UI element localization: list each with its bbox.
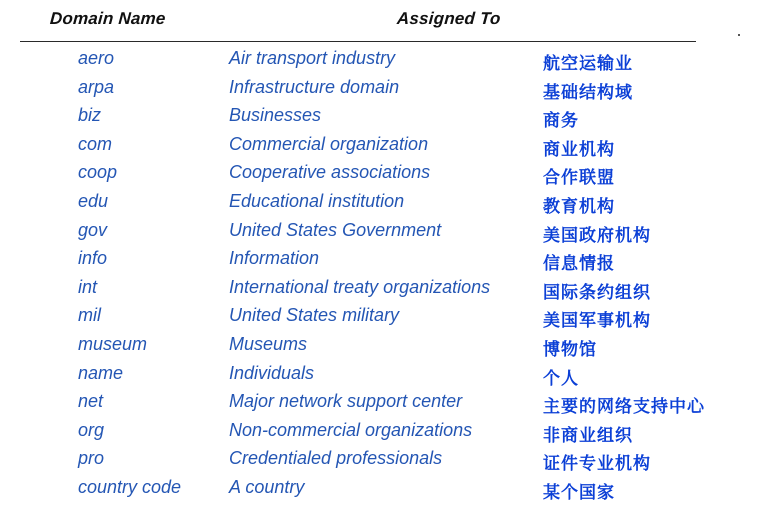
- chinese-cell: 美国政府机构: [543, 225, 651, 246]
- chinese-cell: 博物馆: [543, 339, 597, 360]
- header-divider: [20, 41, 696, 42]
- table-row: [0, 446, 770, 475]
- chinese-cell: 信息情报: [543, 254, 615, 275]
- table-row: [0, 160, 770, 189]
- table-row: [0, 75, 770, 104]
- domain-rows: [0, 46, 770, 504]
- assigned-cell: Museums: [229, 333, 308, 354]
- chinese-cell: 美国军事机构: [543, 311, 651, 332]
- chinese-cell: 主要的网络支持中心: [543, 397, 705, 418]
- header-domain-name: Domain Name: [49, 9, 167, 28]
- domain-cell: info: [78, 248, 108, 269]
- table-row: [0, 189, 770, 218]
- domain-cell: mil: [78, 305, 101, 326]
- table-row: [0, 275, 770, 304]
- assigned-cell: Individuals: [229, 362, 315, 383]
- domain-cell: name: [78, 362, 124, 383]
- chinese-cell: 个人: [543, 368, 579, 389]
- table-row: [0, 418, 770, 447]
- header-assigned-to: Assigned To: [396, 9, 502, 28]
- assigned-cell: Commercial organization: [229, 133, 429, 154]
- assigned-cell: United States military: [229, 305, 400, 326]
- assigned-cell: Credentialed professionals: [229, 448, 443, 469]
- domain-cell: net: [78, 391, 104, 412]
- assigned-cell: Non-commercial organizations: [229, 419, 473, 440]
- domain-cell: gov: [78, 219, 108, 240]
- table-row: [0, 361, 770, 390]
- table-row: [0, 389, 770, 418]
- chinese-cell: 教育机构: [543, 196, 615, 217]
- assigned-cell: International treaty organizations: [229, 276, 491, 297]
- domain-cell: com: [78, 133, 113, 154]
- table-row: [0, 218, 770, 247]
- domain-cell: int: [78, 276, 98, 297]
- chinese-cell: 合作联盟: [543, 168, 615, 189]
- assigned-cell: Major network support center: [229, 391, 463, 412]
- assigned-cell: Infrastructure domain: [229, 76, 400, 97]
- assigned-cell: A country: [229, 476, 305, 497]
- domain-cell: aero: [78, 48, 115, 68]
- domain-cell: edu: [78, 190, 109, 211]
- chinese-cell: 非商业组织: [543, 425, 633, 446]
- domain-cell: arpa: [78, 76, 115, 97]
- assigned-cell: United States Government: [229, 219, 442, 240]
- assigned-cell: Businesses: [229, 105, 322, 126]
- domain-cell: country code: [78, 476, 182, 497]
- table-row: [0, 303, 770, 332]
- table-row: [0, 475, 770, 504]
- stray-dot: [738, 34, 740, 36]
- table-row: [0, 46, 770, 75]
- chinese-cell: 基础结构域: [543, 82, 633, 103]
- assigned-cell: Air transport industry: [229, 48, 396, 68]
- chinese-cell: 航空运输业: [543, 54, 633, 74]
- assigned-cell: Cooperative associations: [229, 162, 431, 183]
- assigned-cell: Educational institution: [229, 190, 405, 211]
- table-row: [0, 332, 770, 361]
- domain-cell: museum: [78, 333, 148, 354]
- domain-cell: org: [78, 419, 105, 440]
- domain-cell: coop: [78, 162, 118, 183]
- chinese-cell: 某个国家: [543, 482, 615, 503]
- table-row: [0, 246, 770, 275]
- table-row: [0, 132, 770, 161]
- domain-cell: biz: [78, 105, 102, 126]
- chinese-cell: 证件专业机构: [543, 454, 651, 475]
- domain-cell: pro: [78, 448, 105, 469]
- chinese-cell: 商业机构: [543, 139, 615, 160]
- assigned-cell: Information: [229, 248, 320, 269]
- table-row: [0, 103, 770, 132]
- chinese-cell: 商务: [543, 111, 579, 132]
- chinese-cell: 国际条约组织: [543, 282, 651, 303]
